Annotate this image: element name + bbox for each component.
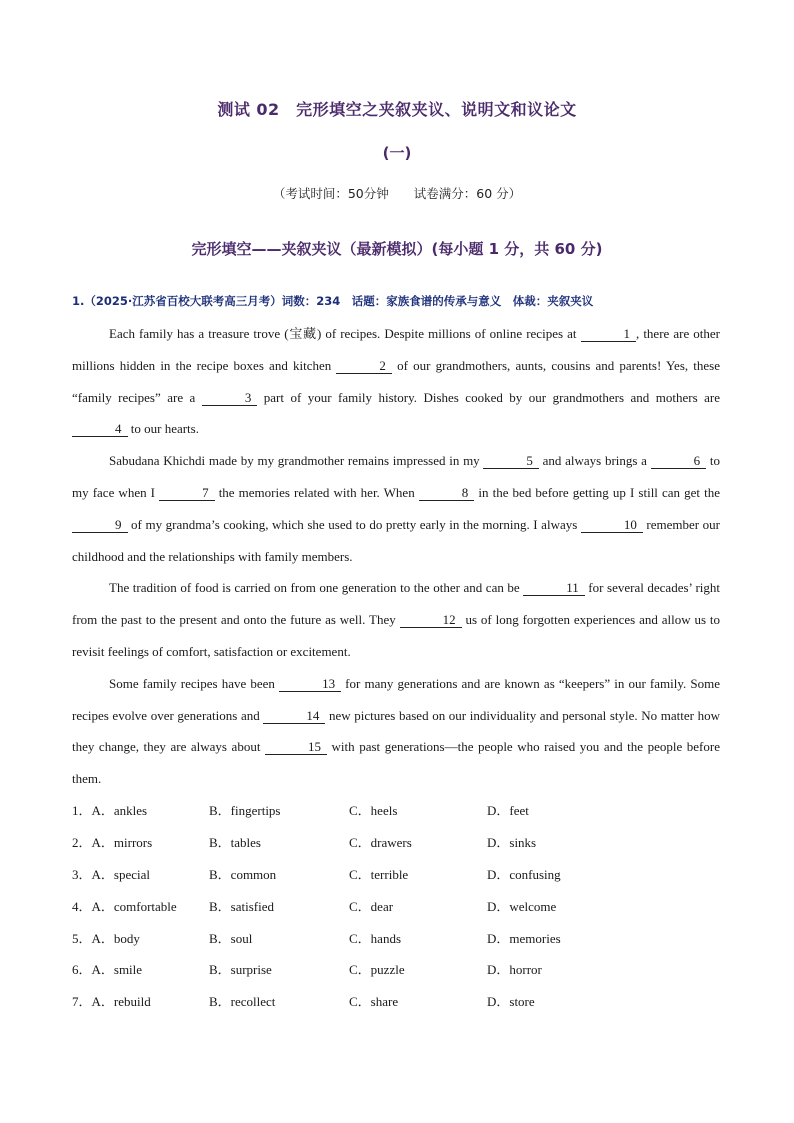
- passage-text: part of your family history. Dishes cooked by our grandmothers and mothers are: [257, 389, 720, 405]
- passage-text: the memories related with her. When: [214, 484, 419, 500]
- option-a[interactable]: 7．A．rebuild: [72, 994, 151, 1010]
- passage-text: to our hearts.: [127, 421, 199, 437]
- option-row: [72, 797, 732, 829]
- option-d[interactable]: D．feet: [487, 803, 529, 818]
- passage-paragraph: [72, 668, 720, 795]
- option-b[interactable]: B．recollect: [209, 994, 276, 1010]
- option-row: [72, 861, 732, 893]
- passage-text: for many generations and are known as “keepers” in our family. Some recipes evolve over generations and: [72, 675, 721, 723]
- option-c[interactable]: C．heels: [349, 803, 398, 818]
- answer-blank[interactable]: 11: [523, 580, 585, 596]
- passage-text: of our grandmothers, aunts, cousins and parents! Yes, these “family recipes” are a: [72, 357, 720, 405]
- option-c[interactable]: C．puzzle: [349, 962, 405, 978]
- answer-blank[interactable]: 6: [651, 453, 707, 469]
- option-a[interactable]: 1．A．ankles: [72, 803, 148, 818]
- cloze-passage: [72, 318, 720, 795]
- option-c[interactable]: C．terrible: [349, 866, 409, 882]
- option-d[interactable]: D．store: [487, 994, 535, 1010]
- option-row: [72, 956, 732, 988]
- answer-blank[interactable]: 2: [336, 358, 392, 374]
- passage-text: Sabudana Khichdi made by my grandmother remains impressed in my: [109, 453, 484, 469]
- answer-blank[interactable]: 15: [265, 739, 327, 755]
- options-list: [72, 797, 732, 1020]
- option-d[interactable]: D．confusing: [487, 866, 561, 882]
- passage-text: Some family recipes have been: [109, 675, 280, 691]
- passage-paragraph: [72, 445, 720, 572]
- option-b[interactable]: B．tables: [209, 834, 261, 850]
- answer-blank[interactable]: 8: [419, 485, 475, 501]
- option-a[interactable]: 4．A．comfortable: [72, 898, 177, 914]
- option-c[interactable]: C．hands: [349, 930, 402, 946]
- passage-text: The tradition of food is carried on from one generation to the other and can be: [109, 580, 524, 596]
- option-b[interactable]: B．fingertips: [209, 803, 281, 818]
- option-a[interactable]: 3．A．special: [72, 866, 150, 882]
- answer-blank[interactable]: 5: [483, 453, 539, 469]
- option-c[interactable]: C．dear: [349, 898, 394, 914]
- option-a[interactable]: 6．A．smile: [72, 962, 143, 978]
- passage-text: for several decades’ right from the past to the present and onto the future as well. They: [72, 580, 720, 628]
- passage-text: to my face when I: [72, 453, 720, 500]
- answer-blank[interactable]: 4: [72, 421, 128, 437]
- passage-paragraph: [72, 572, 720, 667]
- answer-blank[interactable]: 12: [400, 612, 462, 628]
- answer-blank[interactable]: 9: [72, 517, 128, 533]
- passage-text: of my grandma’s cooking, which she used to do pretty early in the morning. I always: [127, 516, 581, 532]
- option-row: [72, 829, 732, 861]
- passage-text: , there are other millions hidden in the recipe boxes and kitchen: [72, 326, 720, 373]
- option-a[interactable]: 5．A．body: [72, 930, 140, 946]
- option-d[interactable]: D．welcome: [487, 898, 557, 914]
- option-b[interactable]: B．surprise: [209, 962, 272, 978]
- option-c[interactable]: C．share: [349, 994, 399, 1010]
- answer-blank[interactable]: 10: [581, 517, 643, 533]
- answer-blank[interactable]: 14: [263, 708, 325, 724]
- passage-text: in the bed before getting up I still can get the: [474, 484, 720, 500]
- passage-text: remember our childhood and the relationships with family members.: [72, 516, 720, 564]
- passage-text: new pictures based on our individuality and personal style. No matter how they change, they are always about: [72, 707, 720, 755]
- answer-blank[interactable]: 1: [581, 326, 637, 342]
- page-subtitle: (一): [382, 144, 412, 162]
- passage-text: and always brings a: [538, 453, 651, 469]
- answer-blank[interactable]: 3: [202, 390, 258, 406]
- question-heading: 1.（2025·江苏省百校大联考高三月考）词数：234 话题：家族食谱的传承与意义 体裁：夹叙夹议: [72, 294, 594, 308]
- passage-text: with past generations—the people who raised you and the people before them.: [72, 739, 720, 787]
- option-row: [72, 988, 732, 1020]
- section-title: 完形填空——夹叙夹议（最新模拟）(每小题 1 分，共 60 分): [191, 240, 603, 258]
- option-a[interactable]: 2．A．mirrors: [72, 834, 153, 850]
- option-d[interactable]: D．memories: [487, 930, 561, 946]
- option-c[interactable]: C．drawers: [349, 834, 412, 850]
- answer-blank[interactable]: 13: [279, 676, 341, 692]
- page-title: 测试 02 完形填空之夹叙夹议、说明文和议论文: [217, 100, 577, 119]
- option-row: [72, 925, 732, 957]
- passage-paragraph: [72, 318, 720, 445]
- answer-blank[interactable]: 7: [159, 485, 215, 501]
- option-d[interactable]: D．sinks: [487, 834, 537, 850]
- option-b[interactable]: B．soul: [209, 930, 253, 946]
- option-b[interactable]: B．satisfied: [209, 898, 274, 914]
- passage-text: Each family has a treasure trove (宝藏) of recipes. Despite millions of online recipes at: [109, 326, 581, 341]
- option-d[interactable]: D．horror: [487, 962, 542, 978]
- option-row: [72, 893, 732, 925]
- passage-text: us of long forgotten experiences and allow us to revisit feelings of comfort, satisfaction or excitement.: [72, 612, 721, 659]
- option-b[interactable]: B．common: [209, 866, 277, 882]
- exam-info: （考试时间：50分钟 试卷满分：60 分）: [272, 186, 522, 201]
